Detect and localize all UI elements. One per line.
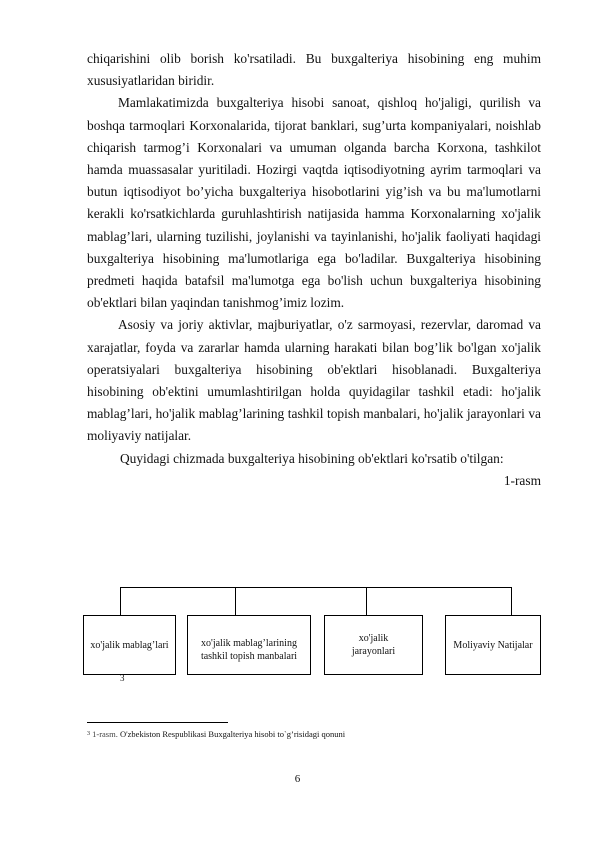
paragraph-4: Quyidagi chizmada buxgalteriya hisobining ob'ektlari ko'rsatib o'tilgan: xyxy=(120,450,504,466)
diagram-connector-1 xyxy=(120,587,121,616)
diagram-connector-2 xyxy=(235,587,236,616)
box-assets-label: xo'jalik mablag’lari xyxy=(90,639,169,651)
diagram-box-results xyxy=(445,615,541,675)
diagram-box-sources xyxy=(187,615,311,675)
box-results-label: Moliyaviy Natijalar xyxy=(453,639,533,651)
box-processes-line2: jarayonlari xyxy=(351,646,396,657)
paragraph-2: Mamlakatimizda buxgalteriya hisobi sanoat, qishloq ho'jaligi, qurilish va boshqa tarmoqlari Korxonalarida, tijorat banklari, sug’urta kompaniyalari, noishlab chiqarish tarmog’i Korxonalari va umuman olganda barcha Korxona, tashkilot hamda muassasalar yuritiladi. Hozirgi vaqtda iqtisodiyotning ayrim tarmoqlari va butun iqtisodiyot bo’yicha buxgalteriya hisobotlarini yig’ish va bu ma'lumotlarni kerakli ko'rsatkichlarda guruhlashtirish natijasida hamma Korxonalarning xo'jalik mablag’lari, ularning tuzilishi, joylanishi va tayinlanishi, ho'jalik faoliyati haqidagi buxgalteriya hisobining ma'lumotlariga ega bo'ladilar. Buxgalteriya hisobining predmeti haqida batafsil ma'lumotga ega bo'lish uchun buxgalteriya hisobining ob'ektlari bilan yaqindan tanishmog’imiz lozim. xyxy=(87,95,541,311)
footnote-mark: 3 xyxy=(87,731,90,737)
diagram-footnote-ref: 3 xyxy=(120,673,125,683)
diagram-connector-3 xyxy=(366,587,367,616)
footnote xyxy=(87,729,345,740)
figure-label: 1-rasm xyxy=(503,472,541,488)
box-sources-line1: xo'jalik mablag’larining xyxy=(201,638,297,649)
box-processes-line1: xo'jalik xyxy=(358,633,389,644)
diagram-top-connector xyxy=(120,587,512,588)
diagram-box-assets xyxy=(83,615,176,675)
paragraph-1: chiqarishini olib borish ko'rsatiladi. Bu buxgalteriya hisobining eng muhim xususiyatlaridan biridir. xyxy=(87,51,541,89)
footnote-text: O'zbekiston Respublikasi Buxgalteriya hisobi to`g’risidagi qonuni xyxy=(119,729,346,739)
diagram-box-processes xyxy=(324,615,423,675)
page-number: 6 xyxy=(294,773,301,785)
diagram-connector-4 xyxy=(511,587,512,616)
footnote-divider xyxy=(87,722,228,723)
box-sources-line2: tashkil topish manbalari xyxy=(200,651,298,662)
footnote-label: 1-rasm. xyxy=(92,729,118,739)
paragraph-3: Asosiy va joriy aktivlar, majburiyatlar, o'z sarmoyasi, rezervlar, daromad va xarajatlar, foyda va zararlar hamda ularning harakati bilan bog’lik bo'lgan xo'jalik operatsiyalari buxgalteriya hisobining ob'ektlari hisoblanadi. Buxgalteriya hisobining ob'ektini umumlashtirilgan holda quyidagilar tashkil etadi: ho'jalik mablag’lari, ho'jalik mablag’larining tashkil topish manbalari, ho'jalik jarayonlari va moliyaviy natijalar. xyxy=(87,317,541,444)
